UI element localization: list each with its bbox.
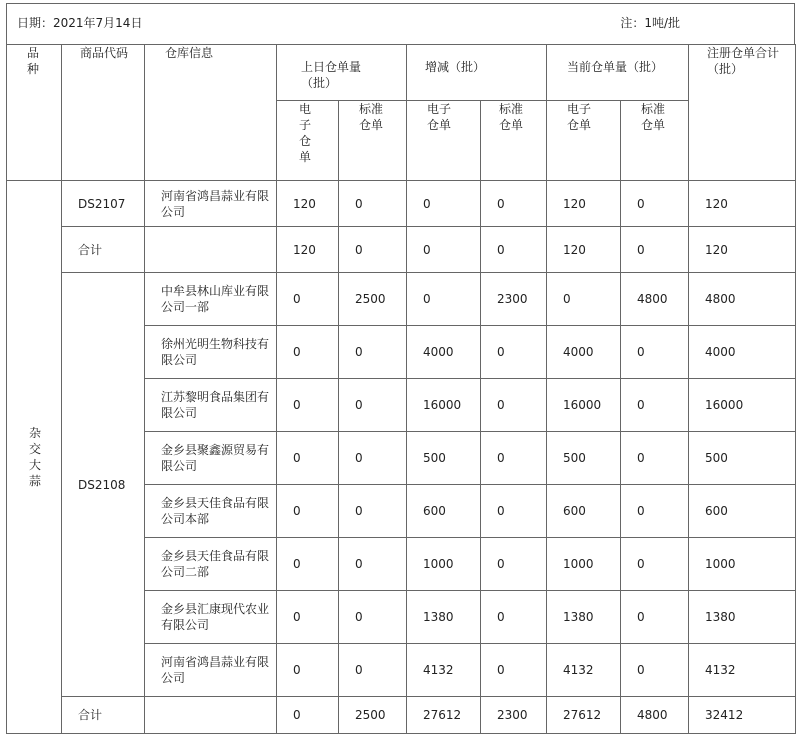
col-warehouse: 仓库信息: [145, 45, 277, 181]
value-cell: 0: [547, 273, 621, 326]
value-cell: 120: [689, 227, 796, 273]
warehouse-cell: 徐州光明生物科技有限公司: [145, 326, 277, 379]
value-cell: 32412: [689, 697, 796, 734]
value-cell: 0: [621, 181, 689, 227]
value-cell: 16000: [689, 379, 796, 432]
value-cell: 500: [689, 432, 796, 485]
value-cell: 0: [277, 432, 339, 485]
value-cell: 0: [339, 485, 407, 538]
col-prev: 上日仓单量（批）: [277, 45, 407, 101]
warehouse-cell: 河南省鸿昌蒜业有限公司: [145, 181, 277, 227]
value-cell: 1000: [547, 538, 621, 591]
value-cell: 0: [621, 227, 689, 273]
value-cell: 0: [277, 273, 339, 326]
col-code: 商品代码: [62, 45, 145, 181]
value-cell: 0: [339, 591, 407, 644]
value-cell: 0: [481, 485, 547, 538]
col-current-standard: 标准仓单: [621, 101, 689, 181]
value-cell: 0: [339, 538, 407, 591]
subtotal-row: [7, 697, 796, 734]
col-total: 注册仓单合计（批）: [689, 45, 796, 181]
value-cell: 0: [621, 432, 689, 485]
value-cell: 120: [277, 181, 339, 227]
value-cell: 0: [277, 538, 339, 591]
value-cell: 1380: [689, 591, 796, 644]
value-cell: 1380: [547, 591, 621, 644]
value-cell: 0: [621, 485, 689, 538]
value-cell: 0: [277, 485, 339, 538]
value-cell: 4000: [407, 326, 481, 379]
warehouse-cell: 金乡县聚鑫源贸易有限公司: [145, 432, 277, 485]
value-cell: 4800: [621, 273, 689, 326]
warehouse-cell: 金乡县天佳食品有限公司二部: [145, 538, 277, 591]
value-cell: 0: [339, 432, 407, 485]
col-current-electronic: 电子仓单: [547, 101, 621, 181]
col-prev-electronic: 电子仓单: [277, 101, 339, 181]
value-cell: 2300: [481, 697, 547, 734]
value-cell: 2300: [481, 273, 547, 326]
value-cell: 120: [547, 181, 621, 227]
value-cell: 4132: [547, 644, 621, 697]
value-cell: 0: [277, 697, 339, 734]
col-change-electronic: 电子仓单: [407, 101, 481, 181]
value-cell: 500: [547, 432, 621, 485]
col-change-standard: 标准仓单: [481, 101, 547, 181]
value-cell: 0: [481, 181, 547, 227]
value-cell: 0: [339, 326, 407, 379]
value-cell: 1380: [407, 591, 481, 644]
subtotal-row: [7, 227, 796, 273]
value-cell: 27612: [407, 697, 481, 734]
value-cell: 500: [407, 432, 481, 485]
value-cell: 0: [339, 227, 407, 273]
col-change: 增减（批）: [407, 45, 547, 101]
warehouse-receipt-report: [6, 3, 795, 738]
value-cell: 0: [621, 326, 689, 379]
value-cell: 0: [277, 591, 339, 644]
value-cell: 0: [621, 644, 689, 697]
value-cell: 0: [481, 379, 547, 432]
value-cell: 0: [407, 181, 481, 227]
warehouse-cell: 金乡县汇康现代农业有限公司: [145, 591, 277, 644]
value-cell: 1000: [407, 538, 481, 591]
value-cell: 0: [481, 644, 547, 697]
value-cell: 0: [339, 644, 407, 697]
value-cell: 120: [689, 181, 796, 227]
value-cell: 4000: [547, 326, 621, 379]
table-row: [7, 181, 796, 227]
value-cell: 2500: [339, 697, 407, 734]
value-cell: 0: [621, 538, 689, 591]
warehouse-cell: [145, 697, 277, 734]
code-cell: DS2107: [62, 181, 145, 227]
value-cell: 0: [621, 379, 689, 432]
value-cell: 600: [547, 485, 621, 538]
subtotal-label: 合计: [62, 697, 145, 734]
warehouse-cell: [145, 227, 277, 273]
value-cell: 27612: [547, 697, 621, 734]
value-cell: 0: [481, 591, 547, 644]
subtotal-label: 合计: [62, 227, 145, 273]
value-cell: 16000: [407, 379, 481, 432]
value-cell: 4132: [689, 644, 796, 697]
value-cell: 4800: [689, 273, 796, 326]
value-cell: 120: [277, 227, 339, 273]
value-cell: 2500: [339, 273, 407, 326]
value-cell: 4800: [621, 697, 689, 734]
value-cell: 600: [407, 485, 481, 538]
value-cell: 0: [339, 181, 407, 227]
value-cell: 0: [481, 326, 547, 379]
value-cell: 1000: [689, 538, 796, 591]
report-header: [6, 3, 795, 44]
warehouse-cell: 河南省鸿昌蒜业有限公司: [145, 644, 277, 697]
warehouse-cell: 江苏黎明食品集团有限公司: [145, 379, 277, 432]
code-cell: DS2108: [62, 273, 145, 697]
col-current: 当前仓单量（批）: [547, 45, 689, 101]
value-cell: 0: [481, 227, 547, 273]
value-cell: 0: [339, 379, 407, 432]
value-cell: 0: [481, 432, 547, 485]
value-cell: 0: [277, 644, 339, 697]
value-cell: 0: [407, 273, 481, 326]
value-cell: 4000: [689, 326, 796, 379]
warehouse-receipt-table: [6, 44, 796, 734]
value-cell: 120: [547, 227, 621, 273]
col-prev-standard: 标准仓单: [339, 101, 407, 181]
value-cell: 0: [277, 379, 339, 432]
value-cell: 600: [689, 485, 796, 538]
col-variety: 品种: [7, 45, 62, 181]
table-row: [7, 273, 796, 326]
value-cell: 4132: [407, 644, 481, 697]
value-cell: 0: [481, 538, 547, 591]
warehouse-cell: 金乡县天佳食品有限公司本部: [145, 485, 277, 538]
warehouse-cell: 中牟县林山库业有限公司一部: [145, 273, 277, 326]
value-cell: 0: [277, 326, 339, 379]
variety-cell: 杂交大蒜: [7, 181, 62, 734]
report-date: 日期：2021年7月14日: [17, 16, 143, 30]
value-cell: 16000: [547, 379, 621, 432]
value-cell: 0: [407, 227, 481, 273]
unit-note: 注：1吨/批: [620, 16, 680, 30]
value-cell: 0: [621, 591, 689, 644]
